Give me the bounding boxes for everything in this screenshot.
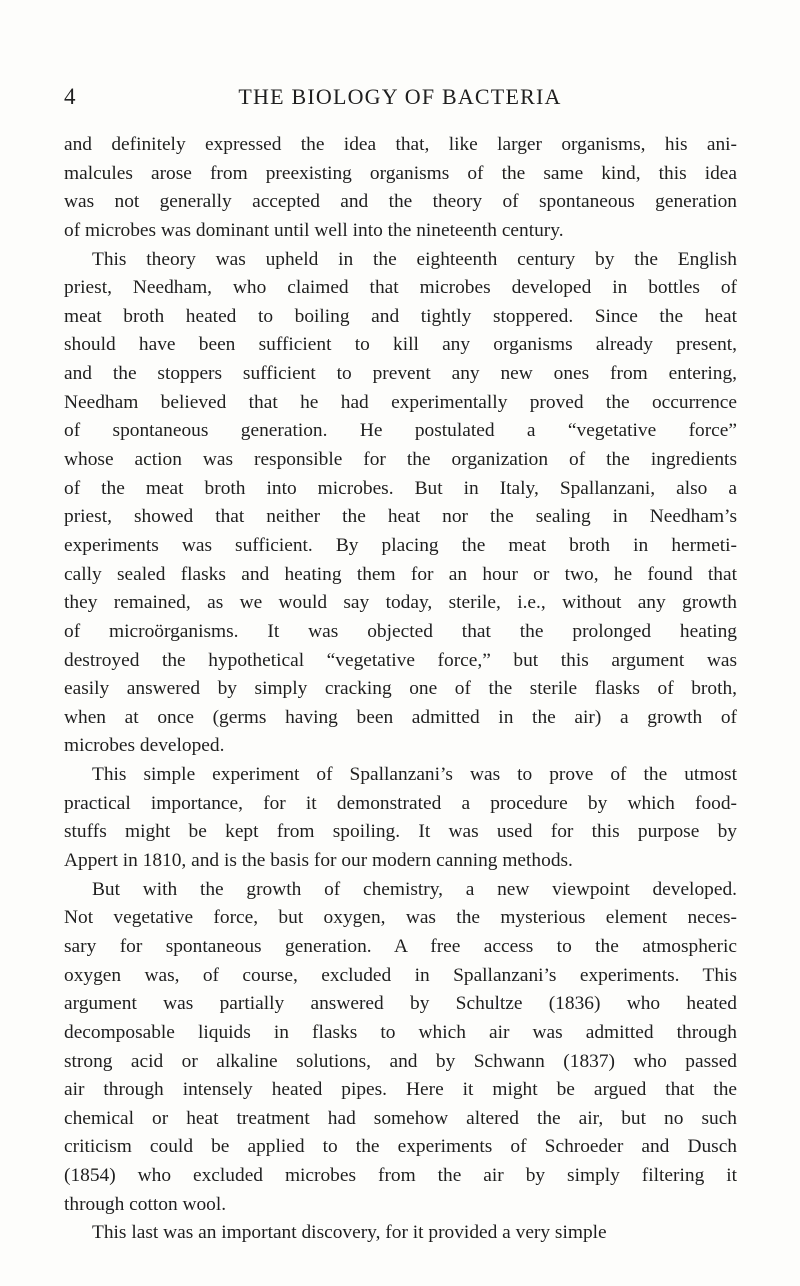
text-line: priest, showed that neither the heat nor the sealing in Needham’s [64, 506, 737, 528]
text-line: should have been sufficient to kill any organisms already present, [64, 334, 737, 356]
text-line: stuffs might be kept from spoiling. It was used for this purpose by [64, 821, 737, 843]
text-line: through cotton wool. [64, 1193, 227, 1215]
text-line: This simple experiment of Spallanzani’s was to prove of the utmost [92, 764, 737, 786]
text-line: microbes developed. [64, 735, 225, 757]
text-line: chemical or heat treatment had somehow altered the air, but no such [64, 1107, 737, 1129]
text-line: This last was an important discovery, for it provided a very simple [92, 1222, 607, 1244]
text-line: and the stoppers sufficient to prevent any new ones from entering, [64, 363, 737, 385]
text-line: of spontaneous generation. He postulated a “vegetative force” [64, 420, 737, 442]
text-line: But with the growth of chemistry, a new viewpoint developed. [92, 878, 737, 900]
text-line: they remained, as we would say today, sterile, i.e., without any growth [64, 592, 737, 614]
text-line: priest, Needham, who claimed that microbes developed in bottles of [64, 277, 737, 299]
text-line: air through intensely heated pipes. Here it might be argued that the [64, 1079, 737, 1101]
text-line: of microörganisms. It was objected that the prolonged heating [64, 620, 737, 642]
text-line: Needham believed that he had experimentally proved the occurrence [64, 391, 737, 413]
text-line: oxygen was, of course, excluded in Spallanzani’s experiments. This [64, 964, 737, 986]
text-line: Appert in 1810, and is the basis for our modern canning methods. [64, 850, 573, 872]
text-line: strong acid or alkaline solutions, and by Schwann (1837) who passed [64, 1050, 737, 1072]
text-line: cally sealed flasks and heating them for an hour or two, he found that [64, 563, 737, 585]
text-line: and definitely expressed the idea that, like larger organisms, his ani- [64, 134, 737, 155]
text-line: was not generally accepted and the theory of spontaneous generation [64, 191, 737, 213]
text-line: whose action was responsible for the organization of the ingredients [64, 449, 737, 471]
text-line: criticism could be applied to the experiments of Schroeder and Dusch [64, 1136, 737, 1158]
running-head-title: THE BIOLOGY OF BACTERIA [238, 84, 562, 109]
text-line: of the meat broth into microbes. But in Italy, Spallanzani, also a [64, 477, 737, 499]
page-number: 4 [64, 84, 76, 109]
text-line: This theory was upheld in the eighteenth century by the English [92, 248, 737, 270]
text-line: Not vegetative force, but oxygen, was the mysterious element neces- [64, 907, 737, 929]
text-line: of microbes was dominant until well into the nineteenth century. [64, 219, 564, 241]
text-line: practical importance, for it demonstrated a procedure by which food- [64, 792, 737, 814]
running-head [64, 84, 736, 118]
text-line: sary for spontaneous generation. A free access to the atmospheric [64, 935, 737, 957]
text-line: experiments was sufficient. By placing the meat broth in hermeti- [64, 534, 737, 556]
text-line: easily answered by simply cracking one of the sterile flasks of broth, [64, 678, 737, 700]
text-line: when at once (germs having been admitted in the air) a growth of [64, 706, 737, 728]
text-line: meat broth heated to boiling and tightly stoppered. Since the heat [64, 305, 737, 327]
text-line: destroyed the hypothetical “vegetative force,” but this argument was [64, 649, 737, 671]
text-line: argument was partially answered by Schultze (1836) who heated [64, 993, 737, 1015]
text-line: decomposable liquids in flasks to which air was admitted through [64, 1021, 737, 1043]
text-line: malcules arose from preexisting organisms of the same kind, this idea [64, 162, 737, 184]
body-text [64, 131, 737, 1248]
text-line: (1854) who excluded microbes from the air by simply filtering it [64, 1165, 737, 1187]
